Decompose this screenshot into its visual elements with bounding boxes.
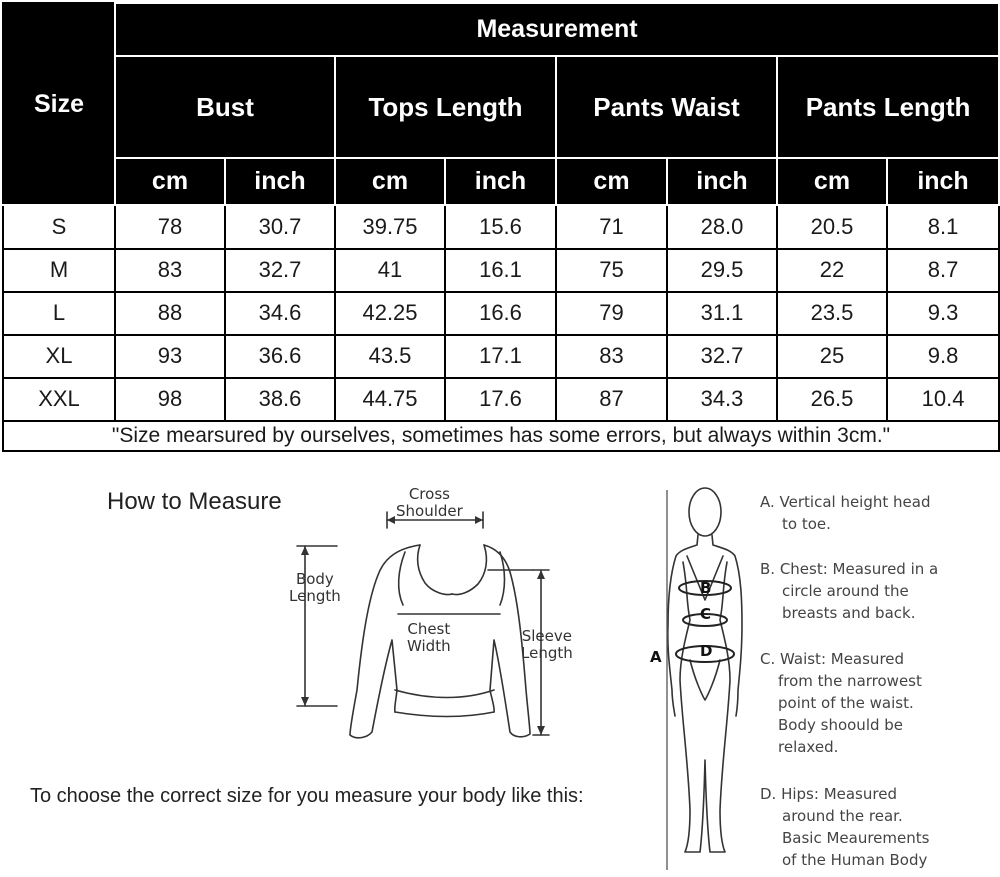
table-row [3, 292, 999, 335]
size-cell: L [3, 292, 115, 335]
value-cell: 93 [115, 335, 225, 378]
value-cell: 30.7 [225, 205, 335, 248]
group-header-pants-waist: Pants Waist [556, 56, 777, 158]
size-cell: XXL [3, 378, 115, 421]
body-letter-a: A [650, 648, 662, 666]
value-cell: 22 [777, 249, 887, 292]
size-chart-table [2, 2, 1000, 452]
unit-header: inch [225, 158, 335, 205]
group-header-tops-length: Tops Length [335, 56, 556, 158]
value-cell: 31.1 [667, 292, 777, 335]
value-cell: 8.1 [887, 205, 999, 248]
value-cell: 36.6 [225, 335, 335, 378]
value-cell: 10.4 [887, 378, 999, 421]
value-cell: 34.3 [667, 378, 777, 421]
size-column-header: Size [3, 3, 115, 205]
size-cell: XL [3, 335, 115, 378]
value-cell: 32.7 [225, 249, 335, 292]
value-cell: 20.5 [777, 205, 887, 248]
sleeve-length-label: Sleeve Length [521, 627, 573, 663]
value-cell: 41 [335, 249, 445, 292]
value-cell: 32.7 [667, 335, 777, 378]
unit-header: cm [556, 158, 667, 205]
value-cell: 26.5 [777, 378, 887, 421]
description-a: A. Vertical height head to toe. [760, 493, 931, 533]
value-cell: 75 [556, 249, 667, 292]
value-cell: 44.75 [335, 378, 445, 421]
chest-width-label: Chest Width [407, 620, 451, 656]
value-cell: 8.7 [887, 249, 999, 292]
value-cell: 34.6 [225, 292, 335, 335]
value-cell: 28.0 [667, 205, 777, 248]
description-c: C. Waist: Measured from the narrowest point of the waist. Body shoould be relaxed. [760, 650, 922, 756]
value-cell: 16.1 [445, 249, 556, 292]
body-letter-d: D [700, 642, 713, 660]
unit-header: inch [887, 158, 999, 205]
table-row [3, 378, 999, 421]
table-row [3, 249, 999, 292]
value-cell: 42.25 [335, 292, 445, 335]
value-cell: 9.3 [887, 292, 999, 335]
value-cell: 15.6 [445, 205, 556, 248]
group-header-pants-length: Pants Length [777, 56, 999, 158]
value-cell: 83 [115, 249, 225, 292]
unit-header: inch [667, 158, 777, 205]
value-cell: 71 [556, 205, 667, 248]
size-cell: S [3, 205, 115, 248]
value-cell: 98 [115, 378, 225, 421]
value-cell: 9.8 [887, 335, 999, 378]
value-cell: 23.5 [777, 292, 887, 335]
group-header-bust: Bust [115, 56, 335, 158]
value-cell: 38.6 [225, 378, 335, 421]
how-to-measure-title: How to Measure [107, 488, 282, 515]
unit-header: cm [335, 158, 445, 205]
value-cell: 83 [556, 335, 667, 378]
value-cell: 78 [115, 205, 225, 248]
value-cell: 17.6 [445, 378, 556, 421]
value-cell: 25 [777, 335, 887, 378]
table-row [3, 335, 999, 378]
value-cell: 79 [556, 292, 667, 335]
body-letter-b: B [700, 579, 712, 597]
size-cell: M [3, 249, 115, 292]
size-note: "Size mearsured by ourselves, sometimes has some errors, but always within 3cm." [3, 421, 999, 451]
unit-header: inch [445, 158, 556, 205]
value-cell: 43.5 [335, 335, 445, 378]
measurement-header: Measurement [115, 3, 999, 56]
unit-header: cm [115, 158, 225, 205]
value-cell: 16.6 [445, 292, 556, 335]
value-cell: 87 [556, 378, 667, 421]
measurement-illustrations [0, 460, 760, 877]
value-cell: 29.5 [667, 249, 777, 292]
body-letter-c: C [700, 605, 712, 623]
value-cell: 88 [115, 292, 225, 335]
measure-instruction: To choose the correct size for you measure your body like this: [30, 785, 584, 807]
description-d: D. Hips: Measured around the rear. Basic Meaurements of the Human Body [760, 785, 930, 869]
cross-shoulder-label: Cross Shoulder [396, 485, 463, 521]
description-b: B. Chest: Measured in a circle around the breasts and back. [760, 560, 939, 622]
unit-header: cm [777, 158, 887, 205]
body-length-label: Body Length [289, 570, 341, 606]
human-body-icon [668, 488, 742, 852]
table-row [3, 205, 999, 248]
value-cell: 39.75 [335, 205, 445, 248]
value-cell: 17.1 [445, 335, 556, 378]
